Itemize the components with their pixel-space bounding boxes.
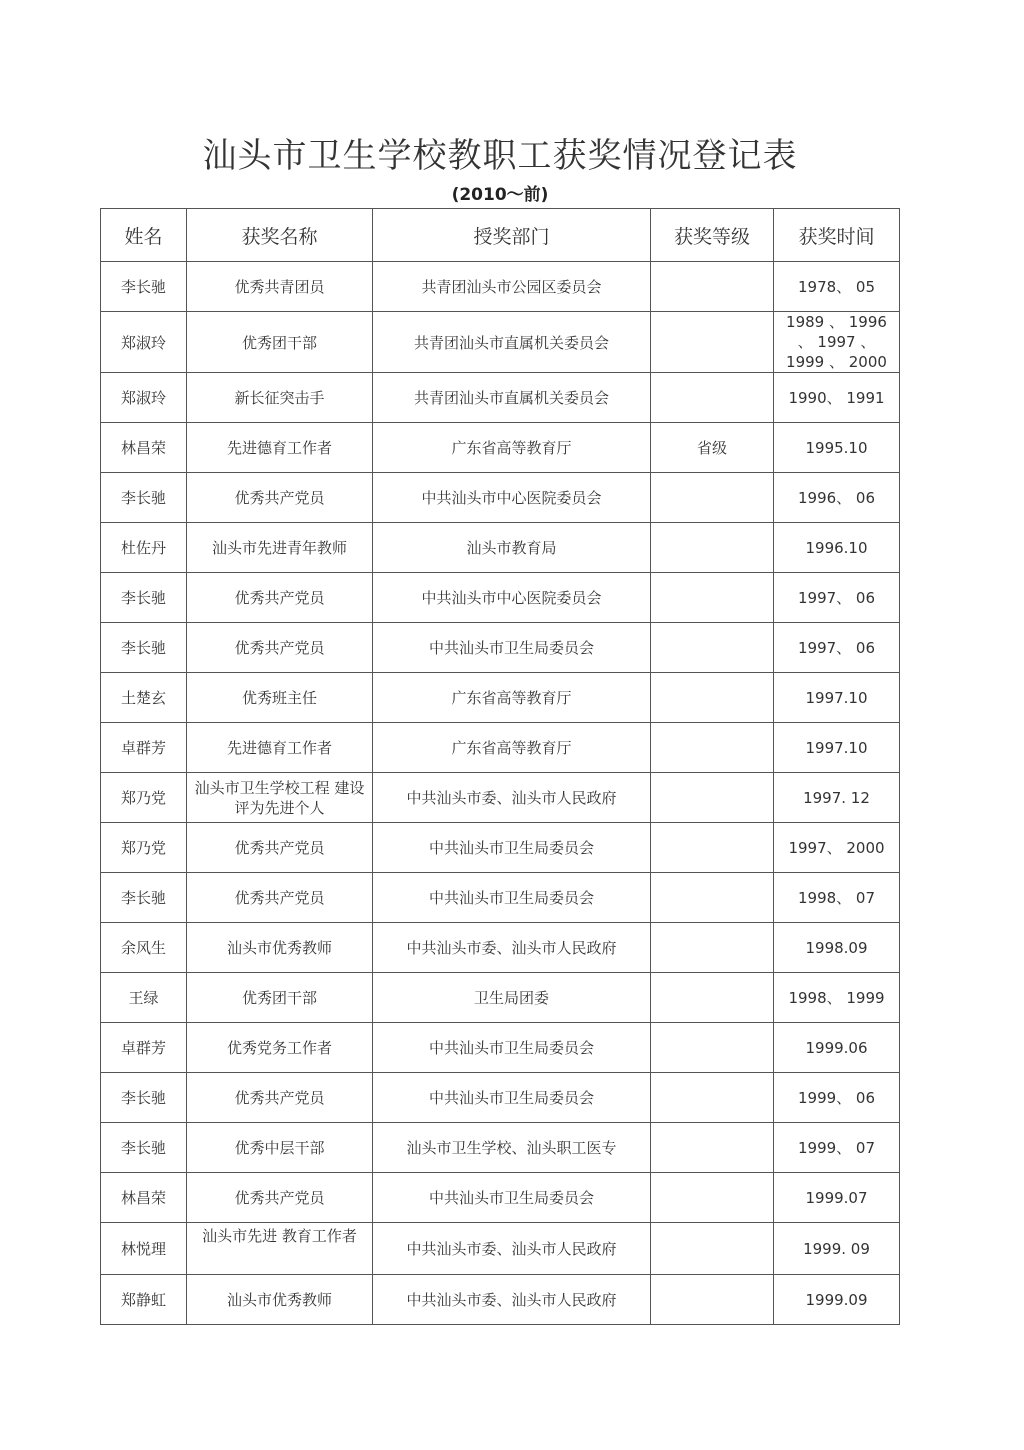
table-row (101, 1023, 900, 1073)
table-row (101, 573, 900, 623)
cell-time: 1997、 06 (774, 623, 900, 673)
cell-level (651, 673, 774, 723)
cell-level (651, 873, 774, 923)
cell-dept: 共青团汕头市直属机关委员会 (373, 312, 651, 373)
cell-dept: 中共汕头市委、汕头市人民政府 (373, 1223, 651, 1275)
cell-dept: 广东省高等教育厅 (373, 723, 651, 773)
cell-name: 林昌荣 (101, 1173, 187, 1223)
cell-dept: 汕头市教育局 (373, 523, 651, 573)
table-row (101, 723, 900, 773)
header-level: 获奖等级 (651, 209, 774, 262)
cell-name: 林昌荣 (101, 423, 187, 473)
table-row (101, 623, 900, 673)
cell-level (651, 312, 774, 373)
cell-time: 1999. 09 (774, 1223, 900, 1275)
cell-name: 郑淑玲 (101, 312, 187, 373)
cell-level (651, 573, 774, 623)
cell-level (651, 923, 774, 973)
cell-time: 1998、 07 (774, 873, 900, 923)
cell-award: 汕头市卫生学校工程 建设评为先进个人 (187, 773, 373, 823)
table-row (101, 1223, 900, 1275)
cell-level (651, 1275, 774, 1325)
cell-name: 李长驰 (101, 1123, 187, 1173)
cell-level (651, 373, 774, 423)
page-subtitle: (2010～前) (451, 185, 549, 205)
cell-level (651, 973, 774, 1023)
table-row (101, 823, 900, 873)
cell-time: 1995.10 (774, 423, 900, 473)
table-header-row (101, 209, 900, 262)
cell-time: 1999.06 (774, 1023, 900, 1073)
cell-name: 李长驰 (101, 573, 187, 623)
header-award: 获奖名称 (187, 209, 373, 262)
header-dept: 授奖部门 (373, 209, 651, 262)
cell-dept: 中共汕头市委、汕头市人民政府 (373, 1275, 651, 1325)
table-row (101, 773, 900, 823)
cell-time: 1978、 05 (774, 262, 900, 312)
table-row (101, 423, 900, 473)
cell-award: 先进德育工作者 (187, 723, 373, 773)
table-row (101, 1073, 900, 1123)
table-row (101, 973, 900, 1023)
table-row (101, 473, 900, 523)
cell-dept: 中共汕头巿卫生局委员会 (373, 823, 651, 873)
cell-dept: 共青团汕头市公园区委员会 (373, 262, 651, 312)
table-row (101, 1173, 900, 1223)
cell-dept: 卫生局团委 (373, 973, 651, 1023)
cell-name: 林悦理 (101, 1223, 187, 1275)
cell-name: 土楚玄 (101, 673, 187, 723)
cell-name: 李长驰 (101, 1073, 187, 1123)
cell-time: 1996.10 (774, 523, 900, 573)
cell-name: 余风生 (101, 923, 187, 973)
cell-award: 新长征突击手 (187, 373, 373, 423)
cell-time: 1997.10 (774, 723, 900, 773)
cell-time: 1999、 07 (774, 1123, 900, 1173)
cell-dept: 中共汕头市委、汕头市人民政府 (373, 773, 651, 823)
cell-level: 省级 (651, 423, 774, 473)
cell-level (651, 1073, 774, 1123)
cell-award: 汕头市优秀教师 (187, 1275, 373, 1325)
cell-dept: 中共汕头巿卫生局委员会 (373, 1173, 651, 1223)
header-name: 姓名 (101, 209, 187, 262)
table-row (101, 312, 900, 373)
table-row (101, 373, 900, 423)
cell-name: 李长驰 (101, 873, 187, 923)
cell-time: 1997. 12 (774, 773, 900, 823)
cell-award: 优秀党务工作者 (187, 1023, 373, 1073)
cell-dept: 共青团汕头市直属机关委员会 (373, 373, 651, 423)
cell-time: 1997、 06 (774, 573, 900, 623)
cell-dept: 中共汕头市中心医院委员会 (373, 573, 651, 623)
cell-award: 优秀团干部 (187, 312, 373, 373)
cell-dept: 广东省高等教育厅 (373, 673, 651, 723)
cell-level (651, 262, 774, 312)
cell-time: 1998、 1999 (774, 973, 900, 1023)
cell-level (651, 523, 774, 573)
cell-name: 杜佐丹 (101, 523, 187, 573)
cell-award: 汕头市先进 教育工作者 (187, 1223, 373, 1275)
cell-name: 李长驰 (101, 262, 187, 312)
cell-name: 卓群芳 (101, 723, 187, 773)
cell-award: 优秀共产党员 (187, 1073, 373, 1123)
cell-level (651, 1023, 774, 1073)
cell-award: 优秀团干部 (187, 973, 373, 1023)
table-row (101, 873, 900, 923)
cell-time: 1999.07 (774, 1173, 900, 1223)
cell-level (651, 823, 774, 873)
cell-award: 优秀共产党员 (187, 623, 373, 673)
cell-award: 优秀班主任 (187, 673, 373, 723)
cell-time: 1989 、 1996 、 1997 、 1999 、 2000 (774, 312, 900, 373)
cell-award: 优秀共产党员 (187, 473, 373, 523)
cell-name: 郑乃党 (101, 773, 187, 823)
cell-award: 先进德育工作者 (187, 423, 373, 473)
cell-dept: 中共汕头巿卫生局委员会 (373, 1023, 651, 1073)
table-row (101, 523, 900, 573)
cell-dept: 中共汕头市中心医院委员会 (373, 473, 651, 523)
award-register-table (100, 208, 900, 1325)
cell-level (651, 473, 774, 523)
table-row (101, 262, 900, 312)
table-row (101, 673, 900, 723)
cell-name: 李长驰 (101, 473, 187, 523)
cell-dept: 广东省高等教育厅 (373, 423, 651, 473)
cell-name: 王绿 (101, 973, 187, 1023)
cell-name: 卓群芳 (101, 1023, 187, 1073)
cell-dept: 中共汕头巿卫生局委员会 (373, 1073, 651, 1123)
cell-time: 1999、 06 (774, 1073, 900, 1123)
header-time: 获奖时间 (774, 209, 900, 262)
cell-time: 1999.09 (774, 1275, 900, 1325)
cell-award: 优秀共产党员 (187, 823, 373, 873)
cell-award: 优秀共产党员 (187, 873, 373, 923)
cell-level (651, 773, 774, 823)
cell-time: 1997.10 (774, 673, 900, 723)
page-title: 汕头市卫生学校教职工获奖情况登记表 (202, 136, 798, 176)
table-body (101, 262, 900, 1325)
cell-dept: 汕头市卫生学校、汕头职工医专 (373, 1123, 651, 1173)
cell-time: 1996、 06 (774, 473, 900, 523)
cell-dept: 中共汕头市委、汕头市人民政府 (373, 923, 651, 973)
cell-award: 优秀共青团员 (187, 262, 373, 312)
cell-dept: 中共汕头巿卫生局委员会 (373, 623, 651, 673)
table-row (101, 923, 900, 973)
table-row (101, 1123, 900, 1173)
cell-name: 李长驰 (101, 623, 187, 673)
cell-level (651, 1173, 774, 1223)
cell-time: 1997、 2000 (774, 823, 900, 873)
cell-level (651, 1123, 774, 1173)
table-row (101, 1275, 900, 1325)
cell-time: 1990、 1991 (774, 373, 900, 423)
cell-level (651, 723, 774, 773)
cell-name: 郑静虹 (101, 1275, 187, 1325)
cell-level (651, 623, 774, 673)
cell-award: 优秀共产党员 (187, 1173, 373, 1223)
cell-award: 优秀共产党员 (187, 573, 373, 623)
cell-award: 汕头市优秀教师 (187, 923, 373, 973)
cell-name: 郑乃党 (101, 823, 187, 873)
cell-dept: 中共汕头巿卫生局委员会 (373, 873, 651, 923)
cell-time: 1998.09 (774, 923, 900, 973)
cell-name: 郑淑玲 (101, 373, 187, 423)
cell-level (651, 1223, 774, 1275)
cell-award: 优秀中层干部 (187, 1123, 373, 1173)
cell-award: 汕头市先进青年教师 (187, 523, 373, 573)
